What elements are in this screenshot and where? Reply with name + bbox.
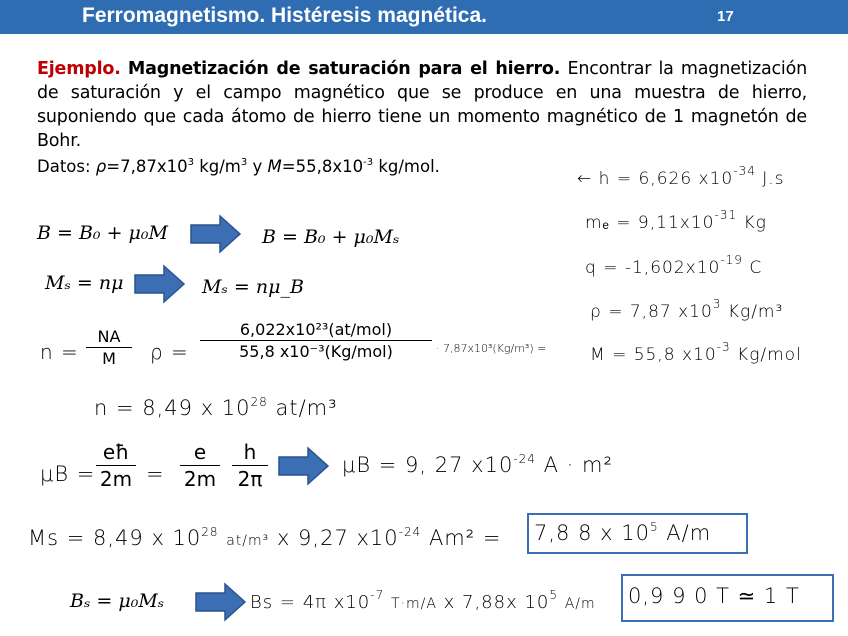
Bs-result: 0,9 9 0 T ≃ 1 T — [628, 584, 800, 608]
problem-text: Encontrar la magnetización de saturación y el campo magnético que se produce en una muestra de hierro, suponiendo que cada átomo de hierro tiene un momento magnético de 1 magnetón de Bohr. — [37, 59, 807, 151]
Ms-exponent: 28 — [201, 525, 219, 539]
constant-me-exponent: -31 — [714, 208, 738, 222]
constant-rho — [590, 297, 783, 322]
Ms-muB-exponent: -24 — [398, 525, 422, 539]
n-value-numerator: 6,022x10²³(at/mol) — [239, 320, 393, 339]
constant-q-value: q = -1,602x10 — [585, 258, 721, 278]
constant-M-value: M = 55,8 x10 — [590, 345, 717, 365]
page-number: 17 — [717, 8, 734, 25]
muB-result-value: μB = 9, 27 x10 — [342, 453, 514, 477]
rho-symbol: ρ — [95, 157, 107, 176]
n-result-unit: at/m³ — [267, 396, 338, 420]
Ms-calculation — [28, 525, 501, 550]
constant-h — [577, 164, 785, 189]
muB-f2-numerator: e — [193, 440, 207, 464]
Ms-value: Ms = 8,49 x 10 — [28, 526, 202, 550]
Bs-Ms-unit: A/m — [564, 596, 596, 612]
equation-B-general: B = B₀ + μ₀M — [37, 222, 168, 244]
Ms-atm-unit: at/m³ — [226, 533, 270, 549]
rho-unit-exponent: 3 — [240, 157, 248, 168]
n-density-factor: · 7,87x10³(Kg/m³) = — [436, 342, 547, 355]
equation-Bs: Bₛ = μ₀Mₛ — [70, 590, 165, 612]
muB-result-unit: A · m² — [535, 453, 613, 477]
constant-me — [585, 208, 767, 233]
datos-prefix: Datos: — [37, 157, 96, 176]
muB-f1-denominator: 2m — [99, 467, 133, 491]
Bs-mu0-value: Bs = 4π x10 — [250, 592, 371, 613]
muB-lhs: μB = — [40, 462, 96, 486]
n-result — [94, 395, 338, 420]
muB-f1-numerator: eħ — [102, 440, 130, 464]
slide-header — [0, 0, 848, 34]
n-result-exponent: 28 — [250, 395, 268, 409]
Ms-result-unit: A/m — [658, 521, 712, 545]
constant-h-exponent: -34 — [733, 164, 756, 178]
right-arrow-icon — [190, 214, 242, 254]
fraction-line — [96, 465, 136, 466]
M-symbol: M — [267, 157, 282, 176]
equation-Ms-bohr: Mₛ = nμ_B — [202, 276, 304, 298]
fraction-line — [200, 340, 432, 341]
rho-value: =7,87x10 — [106, 157, 188, 176]
example-label: Ejemplo. — [37, 59, 121, 79]
constant-q-unit: C — [742, 258, 763, 278]
muB-result — [342, 452, 613, 477]
constant-M — [590, 340, 802, 365]
muB-f2-denominator: 2m — [183, 467, 217, 491]
right-arrow-icon — [278, 446, 330, 486]
rho-equals: ρ = — [150, 340, 189, 364]
muB-f3-denominator: 2π — [237, 467, 263, 491]
muB-result-exponent: -24 — [513, 452, 536, 466]
constant-rho-exponent: 3 — [712, 297, 722, 311]
n-result-value: n = 8,49 x 10 — [94, 396, 251, 420]
n-equals: n = — [40, 340, 79, 364]
constant-M-unit: Kg/mol — [730, 345, 802, 365]
constant-me-unit: Kg — [737, 213, 767, 233]
constant-rho-unit: Kg/m³ — [721, 302, 784, 322]
Bs-Ms-value: x 7,88x 10 — [436, 592, 550, 613]
constant-q — [585, 253, 762, 278]
Ms-muB-unit: Am² = — [421, 526, 502, 550]
muB-f3-numerator: h — [243, 440, 257, 464]
rho-exponent: 3 — [187, 157, 194, 168]
Ms-result — [534, 520, 711, 545]
slide-title: Ferromagnetismo. Histéresis magnética. — [82, 4, 487, 27]
equals-sign: = — [146, 462, 165, 486]
constant-h-value: ← h = 6,626 x10 — [577, 169, 734, 189]
datos-conjunction: y — [247, 157, 268, 176]
right-arrow-icon — [195, 582, 247, 622]
Ms-result-exponent: 5 — [649, 520, 659, 534]
Bs-mu0-unit: T·m/A — [390, 596, 437, 612]
n-value-denominator: 55,8 x10⁻³(Kg/mol) — [239, 342, 393, 361]
given-data — [37, 157, 440, 176]
constant-me-value: mₑ = 9,11x10 — [585, 213, 715, 233]
Bs-Ms-exponent: 5 — [549, 588, 558, 602]
M-value: =55,8x10 — [281, 157, 364, 176]
n-fraction-numerator: NA — [97, 327, 121, 346]
n-fraction — [86, 327, 132, 368]
Ms-muB: x 9,27 x10 — [269, 526, 399, 550]
fraction-line — [180, 465, 220, 466]
muB-fraction-1 — [96, 440, 136, 491]
n-fraction-denominator: M — [102, 349, 116, 368]
constant-h-unit: J.s — [755, 169, 785, 189]
rho-unit: kg/m — [193, 157, 241, 176]
M-unit: kg/mol. — [373, 157, 440, 176]
Bs-calculation — [250, 588, 596, 613]
equation-B-saturation: B = B₀ + μ₀Mₛ — [262, 226, 400, 248]
M-exponent: -3 — [363, 157, 374, 168]
problem-statement — [37, 57, 807, 153]
Ms-result-value: 7,8 8 x 10 — [534, 521, 650, 545]
equation-Ms-general: Mₛ = nμ — [45, 272, 124, 294]
constant-rho-value: ρ = 7,87 x10 — [590, 302, 713, 322]
muB-fraction-2 — [180, 440, 220, 491]
constant-M-exponent: -3 — [716, 340, 731, 354]
problem-title: Magnetización de saturación para el hierro. — [127, 59, 561, 79]
muB-fraction-3 — [232, 440, 268, 491]
fraction-line — [86, 347, 132, 348]
constant-q-exponent: -19 — [720, 253, 743, 267]
right-arrow-icon — [134, 264, 186, 304]
fraction-line — [232, 465, 268, 466]
n-value-fraction — [200, 320, 432, 361]
Bs-mu0-exponent: -7 — [370, 588, 385, 602]
